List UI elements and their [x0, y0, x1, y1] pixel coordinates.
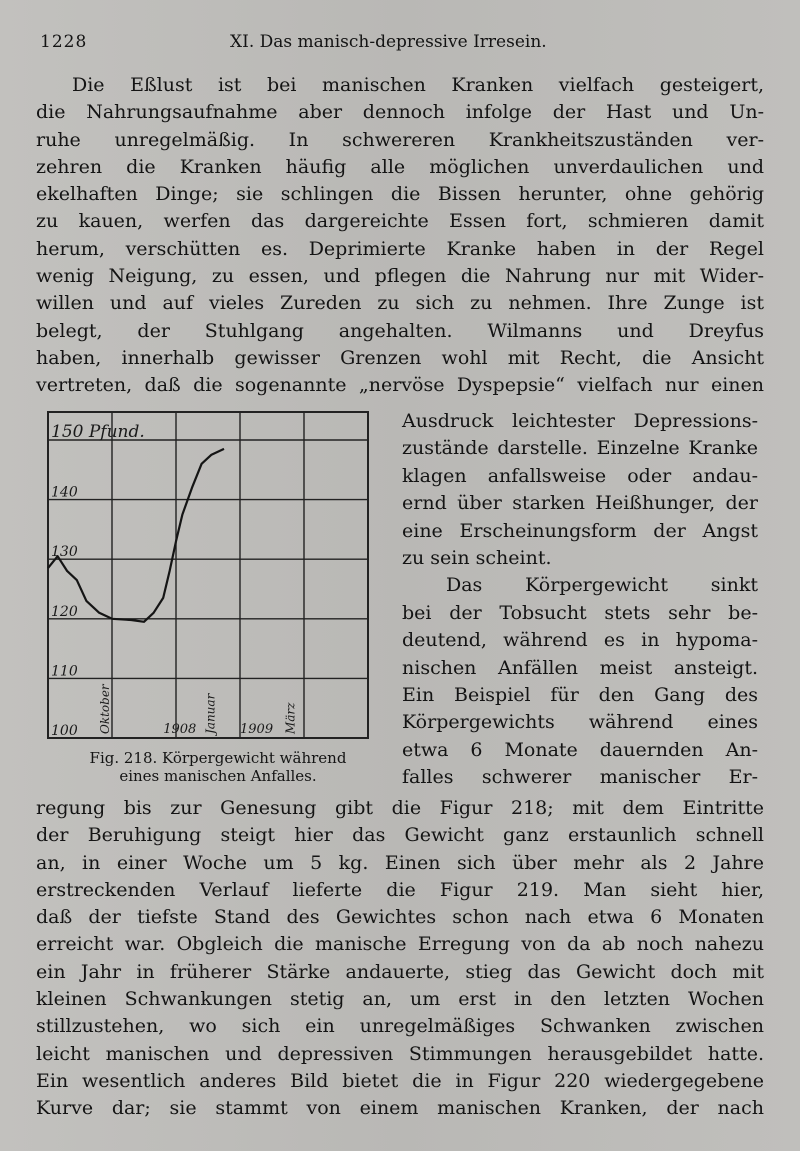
text-line: ein Jahr in früherer Stärke andauerte, stieg das Gewicht doch mit: [36, 960, 764, 983]
text-line: die Nahrungsaufnahme aber dennoch infolge der Hast und Un-: [36, 101, 764, 124]
y-tick-label: 110: [51, 663, 78, 680]
text-line: wenig Neigung, zu essen, und pflegen die Nahrung nur mit Wider-: [36, 265, 764, 288]
text-line: bei der Tobsucht stets sehr be-: [402, 601, 758, 624]
paragraph-3: [36, 795, 764, 1123]
text-line: vertreten, daß die sogenannte „nervöse Dyspepsie“ vielfach nur einen: [36, 374, 764, 397]
year-label: 1908: [163, 722, 197, 737]
text-line: kleinen Schwankungen stetig an, um erst in den letzten Wochen: [36, 988, 764, 1011]
side-paragraph: [402, 408, 758, 791]
text-line: ekelhaften Dinge; sie schlingen die Bissen herunter, ohne gehörig: [36, 183, 764, 206]
page-number: 1228: [40, 32, 88, 52]
text-line: klagen anfallsweise oder andau-: [402, 464, 758, 487]
weight-curve: [48, 449, 224, 622]
text-line: herum, verschütten es. Deprimierte Kranke haben in der Regel: [36, 237, 764, 260]
text-line: nischen Anfällen meist ansteigt.: [402, 656, 758, 679]
text-line: Die Eßlust ist bei manischen Kranken vielfach gesteigert,: [72, 74, 764, 96]
y-tick-label: 150 Pfund.: [51, 422, 145, 442]
text-line: ruhe unregelmäßig. In schwereren Krankheitszuständen ver-: [36, 128, 764, 151]
text-line: willen und auf vieles Zureden zu sich zu nehmen. Ihre Zunge ist: [36, 292, 764, 315]
text-line: Ausdruck leichtester Depressions-: [402, 410, 758, 432]
text-line: eine Erscheinungsform der Angst: [402, 519, 758, 542]
page-header: [40, 32, 760, 56]
text-line: regung bis zur Genesung gibt die Figur 218; mit dem Eintritte: [36, 797, 764, 819]
running-head: XI. Das manisch-depressive Irresein.: [230, 32, 547, 52]
figure-218: [38, 410, 378, 745]
chart-frame: [48, 412, 368, 738]
text-line: Ein wesentlich anderes Bild bietet die in Figur 220 wiedergegebene: [36, 1069, 764, 1092]
text-line: haben, innerhalb gewisser Grenzen wohl mit Recht, die Ansicht: [36, 346, 764, 369]
y-tick-label: 130: [51, 544, 78, 561]
y-tick-label: 120: [51, 603, 78, 620]
chart-grid: [48, 412, 368, 738]
text-line: erstreckenden Verlauf lieferte die Figur 219. Man sieht hier,: [36, 878, 764, 901]
text-line: der Beruhigung steigt hier das Gewicht ganz erstaunlich schnell: [36, 824, 764, 847]
text-line: erreicht war. Obgleich die manische Erregung von da ab noch nahezu: [36, 933, 764, 956]
month-label: Oktober: [97, 684, 112, 734]
y-tick-label: 140: [51, 484, 78, 501]
y-tick-label: 100: [51, 723, 78, 739]
text-line: daß der tiefste Stand des Gewichtes schon nach etwa 6 Monaten: [36, 906, 764, 929]
text-line: falles schwerer manischer Er-: [402, 766, 758, 789]
figure-caption: [58, 749, 378, 785]
text-line: an, in einer Woche um 5 kg. Einen sich über mehr als 2 Jahre: [36, 851, 764, 874]
text-line: Ein Beispiel für den Gang des: [402, 683, 758, 706]
text-line: zu sein scheint.: [402, 546, 552, 569]
weight-chart: [38, 410, 378, 745]
text-line: zehren die Kranken häufig alle möglichen unverdaulichen und: [36, 155, 764, 178]
paragraph-1: [36, 72, 764, 400]
caption-line-1: Fig. 218. Körpergewicht während: [89, 749, 347, 767]
text-line: etwa 6 Monate dauernden An-: [402, 738, 758, 761]
month-label: Januar: [203, 693, 218, 734]
text-line: Das Körpergewicht sinkt: [446, 574, 758, 597]
caption-line-2: eines manischen Anfalles.: [119, 767, 317, 785]
text-line: Körpergewichts während eines: [402, 711, 758, 734]
text-line: ernd über starken Heißhunger, der: [402, 492, 758, 515]
month-label: März: [283, 702, 298, 734]
text-line: deutend, während es in hypoma-: [402, 629, 758, 652]
text-line: stillzustehen, wo sich ein unregelmäßiges Schwanken zwischen: [36, 1015, 764, 1038]
text-line: belegt, der Stuhlgang angehalten. Wilmanns und Dreyfus: [36, 319, 764, 342]
text-line: leicht manischen und depressiven Stimmungen herausgebildet hatte.: [36, 1042, 764, 1065]
text-line: zu kauen, werfen das dargereichte Essen fort, schmieren damit: [36, 210, 764, 233]
month-labels: [98, 683, 298, 737]
text-line: zustände darstelle. Einzelne Kranke: [402, 437, 758, 460]
text-line: Kurve dar; sie stammt von einem manischen Kranken, der nach: [36, 1097, 764, 1120]
year-label: 1909: [240, 722, 274, 737]
